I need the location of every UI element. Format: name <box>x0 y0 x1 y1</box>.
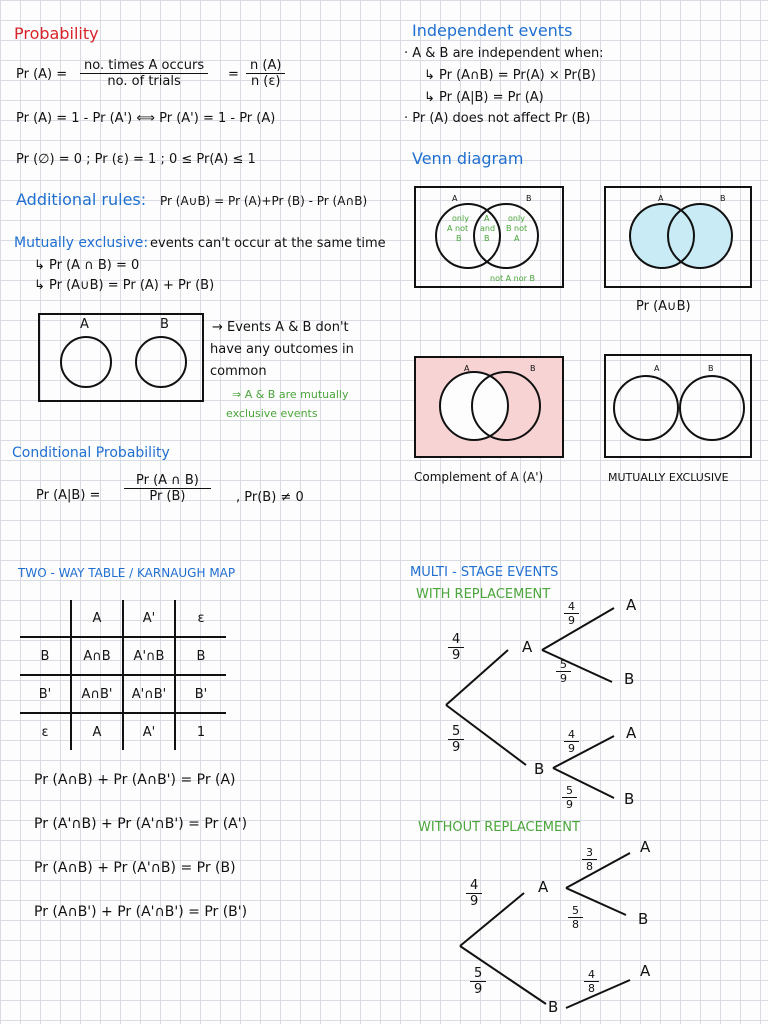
venn-and-1: A <box>484 214 490 223</box>
additional-rules-formula: Pr (A∪B) = Pr (A)+Pr (B) - Pr (A∩B) <box>160 194 368 208</box>
independent-line-4: · Pr (A) does not affect Pr (B) <box>404 111 591 126</box>
kmap-row-label: B' <box>20 675 71 713</box>
fraction-numerator: 5 <box>562 784 577 798</box>
independent-line-3: ↳ Pr (A|B) = Pr (A) <box>424 90 544 105</box>
fraction-numerator: 4 <box>564 600 579 614</box>
tree-without-a-b <box>568 904 583 931</box>
complement-rule: Pr (A) = 1 - Pr (A') ⟺ Pr (A') = 1 - Pr (A) <box>16 111 276 126</box>
identity-1: Pr (A∩B) + Pr (A∩B') = Pr (A) <box>34 772 236 788</box>
tree-without-leaf-a2: A <box>640 962 651 980</box>
mutex-label-a: A <box>80 317 89 332</box>
independent-line-2: ↳ Pr (A∩B) = Pr(A) × Pr(B) <box>424 68 596 83</box>
multi-stage-heading: MULTI - STAGE EVENTS <box>410 565 559 580</box>
kmap-cell: A∩B' <box>71 675 123 713</box>
tree-without-a-a <box>582 846 597 873</box>
kmap-row-label: B <box>20 637 71 675</box>
fraction-denominator: 9 <box>474 982 483 997</box>
mutex-note-1: → Events A & B don't <box>212 320 349 335</box>
venn-label-b: B <box>526 194 532 203</box>
identity-2: Pr (A'∩B) + Pr (A'∩B') = Pr (A') <box>34 816 248 832</box>
fraction-numerator: 4 <box>466 878 482 894</box>
kmap-cell: B <box>175 637 226 675</box>
bounds-rule: Pr (∅) = 0 ; Pr (ε) = 1 ; 0 ≤ Pr(A) ≤ 1 <box>16 152 256 167</box>
mutually-exclusive-heading: Mutually exclusive: <box>14 235 149 251</box>
tree-without-b-a <box>584 968 599 995</box>
venn-label-a: A <box>452 194 458 203</box>
venn-and-2: and <box>480 224 496 233</box>
mutex-line-1: ↳ Pr (A ∩ B) = 0 <box>34 258 140 273</box>
venn-only-b-2: B not <box>506 224 528 233</box>
venn-complement-label-b: B <box>530 364 536 373</box>
venn-heading: Venn diagram <box>412 149 524 168</box>
times-denominator: no. of trials <box>107 74 181 89</box>
times-numerator: no. times A occurs <box>80 58 208 74</box>
venn-mutex-label-a: A <box>654 364 660 373</box>
venn-only-a-3: B <box>456 234 462 243</box>
venn-union-label-b: B <box>720 194 726 203</box>
venn-neither: not A nor B <box>490 274 535 283</box>
equals-sign: = <box>228 67 239 82</box>
n-numerator: n (A) <box>246 58 285 74</box>
kmap-cell: 1 <box>175 713 226 750</box>
identity-4: Pr (A∩B') + Pr (A'∩B') = Pr (B') <box>34 904 248 920</box>
independent-line-1: · A & B are independent when: <box>404 46 604 61</box>
venn-only-b-1: only <box>508 214 525 223</box>
fraction-denominator: 9 <box>568 742 575 755</box>
fraction-numerator: 4 <box>584 968 599 982</box>
independent-heading: Independent events <box>412 21 573 40</box>
probability-heading: Probability <box>14 24 99 43</box>
pr-a-lhs: Pr (A) = <box>16 67 68 82</box>
venn-mutex-label-b: B <box>708 364 714 373</box>
tree-with-leaf-b1: B <box>624 670 635 688</box>
conditional-numerator: Pr (A ∩ B) <box>124 473 211 489</box>
kmap-cell: A'∩B' <box>123 675 175 713</box>
mutex-caption: MUTUALLY EXCLUSIVE <box>608 471 729 484</box>
fraction-numerator: 3 <box>582 846 597 860</box>
tree-without-node-b: B <box>548 998 559 1016</box>
tree-with-node-a: A <box>522 638 533 656</box>
fraction-denominator: 8 <box>588 982 595 995</box>
conditional-condition: , Pr(B) ≠ 0 <box>236 490 304 505</box>
fraction-numerator: 5 <box>448 724 464 740</box>
kmap-cell: B' <box>175 675 226 713</box>
kmap-row-label: ε <box>20 713 71 750</box>
identity-3: Pr (A∩B) + Pr (A'∩B) = Pr (B) <box>34 860 236 876</box>
kmap-cell: A' <box>123 713 175 750</box>
mutex-label-b: B <box>160 317 169 332</box>
kmap-header-cell: ε <box>175 600 226 637</box>
fraction-denominator: 8 <box>572 918 579 931</box>
n-denominator: n (ε) <box>250 74 281 89</box>
kmap-cell: A <box>71 713 123 750</box>
additional-rules-heading: Additional rules: <box>16 190 147 209</box>
tree-without-p-a <box>466 878 482 909</box>
venn-only-b-3: A <box>514 234 520 243</box>
tree-without-leaf-b1: B <box>638 910 649 928</box>
kmap-header-cell: A' <box>123 600 175 637</box>
venn-only-a-2: A not <box>447 224 469 233</box>
conditional-heading: Conditional Probability <box>12 445 170 461</box>
fraction-numerator: 4 <box>564 728 579 742</box>
without-replacement-heading: WITHOUT REPLACEMENT <box>418 820 580 835</box>
with-replacement-heading: WITH REPLACEMENT <box>416 587 551 602</box>
kmap-cell: A∩B <box>71 637 123 675</box>
fraction-denominator: 9 <box>470 894 479 909</box>
venn-union-label-a: A <box>658 194 664 203</box>
fraction-denominator: 9 <box>560 672 567 685</box>
fraction-denominator: 9 <box>452 648 461 663</box>
conditional-denominator: Pr (B) <box>149 489 186 504</box>
union-caption: Pr (A∪B) <box>636 299 691 314</box>
tree-with-leaf-b2: B <box>624 790 635 808</box>
fraction-numerator: 5 <box>568 904 583 918</box>
fraction-denominator: 9 <box>568 614 575 627</box>
fraction-numerator: 5 <box>470 966 486 982</box>
two-way-heading: TWO - WAY TABLE / KARNAUGH MAP <box>18 566 236 580</box>
mutex-line-2: ↳ Pr (A∪B) = Pr (A) + Pr (B) <box>34 278 215 293</box>
mutex-note-2: have any outcomes in <box>210 342 354 357</box>
fraction-denominator: 9 <box>452 740 461 755</box>
fraction-numerator: 5 <box>556 658 571 672</box>
fraction-denominator: 9 <box>566 798 573 811</box>
venn-only-a-1: only <box>452 214 469 223</box>
mutex-definition: events can't occur at the same time <box>150 236 386 251</box>
mutex-note-3: common <box>210 364 267 379</box>
complement-caption: Complement of A (A') <box>414 470 544 484</box>
fraction-denominator: 8 <box>586 860 593 873</box>
kmap-cell: A'∩B <box>123 637 175 675</box>
mutex-note-4: ⇒ A & B are mutually <box>232 388 349 401</box>
tree-without-leaf-a1: A <box>640 838 651 856</box>
fraction-numerator: 4 <box>448 632 464 648</box>
conditional-lhs: Pr (A|B) = <box>36 488 101 503</box>
tree-with-leaf-a1: A <box>626 596 637 614</box>
tree-without-p-b <box>470 966 486 997</box>
kmap-header-cell: A <box>71 600 123 637</box>
tree-with-node-b: B <box>534 760 545 778</box>
venn-and-3: B <box>484 234 490 243</box>
venn-complement-label-a: A <box>464 364 470 373</box>
tree-with-leaf-a2: A <box>626 724 637 742</box>
mutex-note-5: exclusive events <box>226 407 318 420</box>
tree-without-node-a: A <box>538 878 549 896</box>
